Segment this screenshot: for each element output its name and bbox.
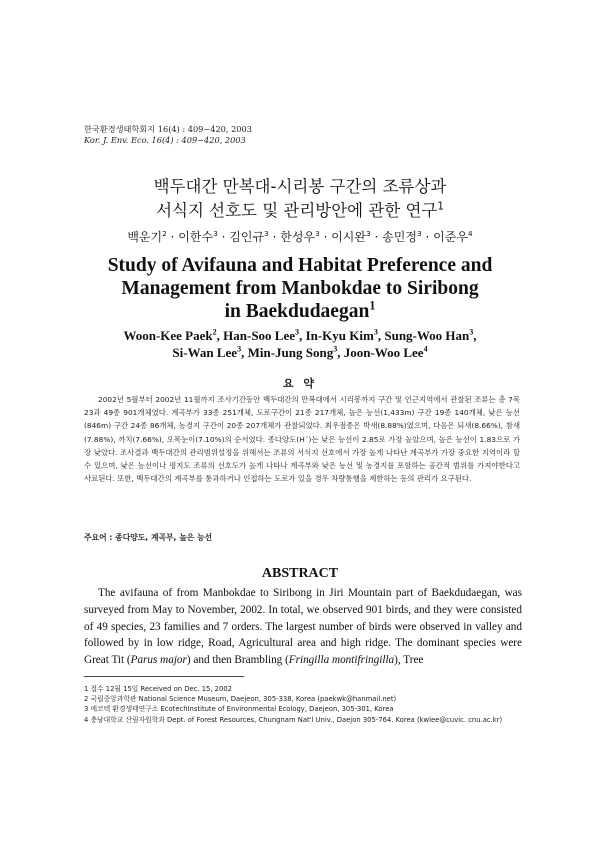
korean-author-affiliation-mark: 3 [315,229,320,238]
korean-title-footnote-mark: 1 [437,201,444,213]
english-author-name: Woon-Kee Paek [123,328,213,343]
keywords-list: 종다양도, 계곡부, 높은 능선 [115,533,213,542]
journal-citation [84,124,252,146]
english-author-affiliation-mark: 2 [212,327,217,337]
english-author-name: Si-Wan Lee [172,345,238,360]
english-author-name: Joon-Woo Lee [343,345,424,360]
english-author-name: Sung-Woo Han [384,328,470,343]
footnote-divider [84,676,244,677]
korean-abstract-heading: 요 약 [282,377,318,390]
korean-author-affiliation-mark: 3 [213,229,218,238]
abstract-text-part2: ) and then Brambling ( [186,654,289,667]
english-title-line1: Study of Avifauna and Habitat Preference and [107,255,493,276]
footnote: 2 국립중앙과학관 National Science Museum, Daejeon, 305-338, Korea (paekwk@hanmail.net) [84,695,397,704]
abstract-species-name: Parus major [130,654,187,667]
english-title-line3: in Baekdudaegan [224,301,370,322]
english-authors [0,327,600,361]
korean-author-name: 김인규 [229,230,265,244]
korean-author [331,230,371,244]
korean-author [433,230,473,244]
english-author [306,328,378,343]
korean-title [0,175,600,223]
korean-author-affiliation-mark: 2 [162,229,167,238]
english-author [344,345,428,360]
korean-author-affiliation-mark: 3 [416,229,422,238]
korean-author-affiliation-mark: 3 [264,229,269,238]
english-author-affiliation-mark: 3 [295,327,300,337]
abstract-species-name: Fringilla montifringilla [288,654,395,667]
korean-author-name: 송민정 [382,230,417,244]
footnote: 3 에코텍 환경생태연구소 EcotechInstitute of Environmental Ecology, Daejeon, 305-301, Korea [84,705,394,714]
english-title-line3-wrap [0,300,600,323]
english-author-affiliation-mark: 3 [237,344,242,354]
korean-author-affiliation-mark: 4 [467,229,473,238]
korean-author-name: 이준우 [433,230,468,244]
english-author-affiliation-mark: 3 [333,344,338,354]
korean-author-name: 이시완 [331,230,366,244]
english-author [172,345,241,360]
abstract-text-part3: ), Tree [394,654,424,667]
keywords [84,532,212,543]
korean-author-name: 이한수 [178,230,214,244]
footnotes [84,684,524,725]
english-author-name: Han-Soo Lee [223,328,296,343]
korean-author [229,230,269,244]
korean-author-affiliation-mark: 3 [365,229,371,238]
english-author-affiliation-mark: 4 [423,344,428,354]
english-author [223,328,299,343]
english-author [248,345,338,360]
korean-author [382,230,422,244]
journal-citation-korean: 한국환경생태학회지 16(4) : 409~420, 2003 [84,124,252,134]
korean-author-name: 백운기 [127,230,163,244]
korean-title-line2: 서식지 선호도 및 관리방안에 관한 연구 [156,201,438,220]
journal-citation-english: Kor. J. Env. Eco. 16(4) : 409~420, 2003 [84,135,246,145]
english-author-affiliation-mark: 3 [373,327,378,337]
english-author-name: In-Kyu Kim [305,328,374,343]
abstract-text-part1: The avifauna of from Manbokdae to Siribong in Jiri Mountain part of Baekdudaegan, was surveyed from May to November, 2002. In total, we observed 901 birds, and they were consisted of 49 species, 23 families and 7 orders. The largest number of birds were observed in valley and followed by in low ridge, Road, Agricultural area and high ridge. The dominant species were Great Tit ( [84,587,522,667]
english-authors-line2: Si-Wan Lee$^3$, Min-Jung Song$^3$, Joon-Woo Lee$^4$ [172,344,428,360]
english-title-line2: Management from Manbokdae to Siribong [121,278,479,299]
korean-title-line1: 백두대간 만복대-시리봉 구간의 조류상과 [153,177,447,196]
english-title [0,254,600,323]
footnote: 4 충남대학교 산림자원학과 Dept. of Forest Resources, Chungnam Nat'l Univ., Daejon 305-764. Korea (kwlee@cuvic. cnu.ac.kr) [84,715,503,724]
korean-title-line2-wrap [0,199,600,223]
korean-abstract-body: 2002년 5월부터 2002년 11월까지 조사기간동안 백두대간의 만복대에서 시리봉까지 구간 및 인근지역에서 관찰된 조류는 총 7목 23과 49종 901개체였다. 계곡부가 33종 251개체, 도로구간이 21종 217개체, 높은 능선(1,433m) 구간 19종 140개체, 낮은 능선(846m) 구간 24종 86개체, 농경지 구간이 20종 207개체가 관찰되었다. 최우점종은 박새(8.88%)였으며, 다음은 되새(8.66%), 참새(7.88%), 까치(7.66%), 오목눈이(7.10%)의 순서였다. 종다양도(H´)는 낮은 능선이 2.85로 가장 높았으며, 높은 능선이 1.83으로 가장 낮았다. 조사결과 백두대간의 관리범위설정을 위해서는 조류의 서식지 선호에서 가장 높게 나타난 계곡부가 가장 중요한 지역이라 할 수 있으며, 낮은 능선이나 평지도 조류의 선호도가 높게 나타나 계곡부와 낮은 능선 및 농경지를 포함하는 공간적 범위를 가져야한다고 사료된다. 또한, 백두대간의 계곡부를 통과하거나 인접하는 도로가 있을 경우 차량통행을 제한하는 등의 관리가 요구된다. [84,395,520,484]
korean-author-name: 한성우 [280,230,316,244]
english-author-affiliation-mark: 3 [469,327,474,337]
abstract-body [84,585,522,669]
english-authors-line1: Woon-Kee Paek$^2$, Han-Soo Lee$^3$, In-Kyu Kim$^3$, Sung-Woo Han$^3$, [123,327,477,343]
korean-author [280,230,320,244]
english-title-footnote-mark: 1 [369,298,376,313]
keywords-label: 주요어 : [84,533,113,542]
english-author-name: Min-Jung Song [247,345,334,360]
korean-author [127,230,167,244]
korean-authors: 백운기$^2$ · 이한수$^3$ · 김인규$^3$ · 한성우$^3$ · 이시완$^3$ · 송민정$^3$ · 이준우$^4$ [127,229,473,244]
footnote: 1 접수 12월 15일 Received on Dec. 15, 2002 [84,685,232,693]
korean-author [178,230,218,244]
abstract-heading: ABSTRACT [261,566,339,581]
english-author [384,328,473,343]
english-author [123,328,216,343]
